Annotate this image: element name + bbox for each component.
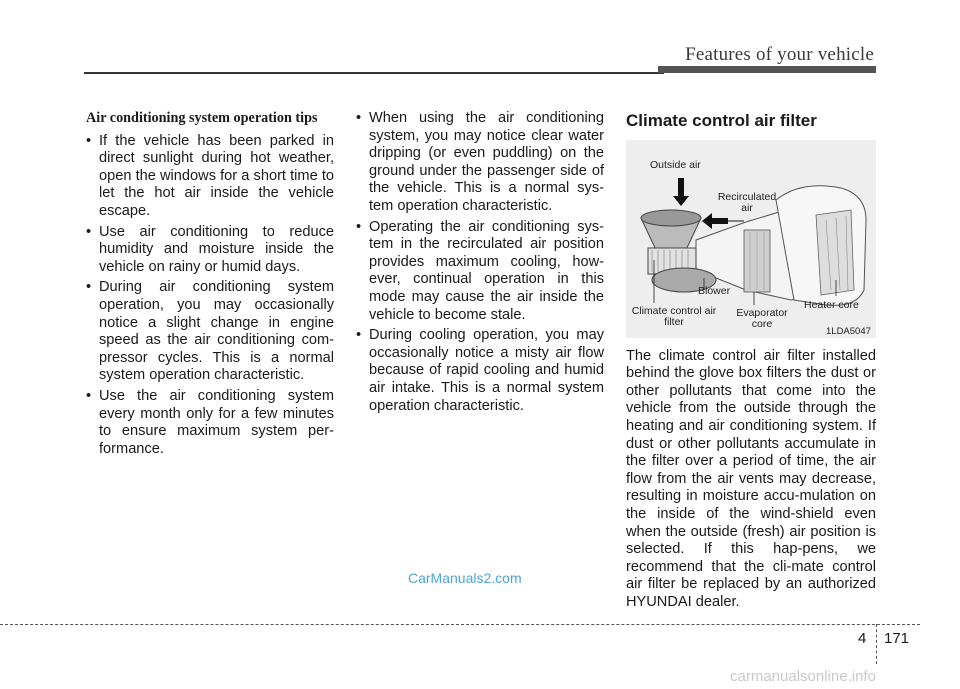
list-item: • Use air conditioning to reduce humidity and moisture inside the vehicle on rainy or humid days. — [86, 224, 334, 277]
footer-rule — [0, 624, 920, 625]
air-filter-diagram — [626, 140, 876, 338]
label-blower: Blower — [698, 284, 731, 297]
site-watermark: carmanualsonline.info — [730, 668, 876, 685]
label-heater-core: Heater core — [804, 298, 859, 311]
list-item: • During cooling operation, you may occasionally notice a misty air flow because of rapid cooling and humid air intake. This is a normal system operation characteristic. — [356, 327, 604, 415]
label-climate-filter: Climate control air filter — [631, 304, 717, 328]
footer-divider — [876, 624, 877, 664]
watermark-link[interactable]: CarManuals2.com — [408, 570, 522, 586]
section-title: Climate control air filter — [626, 111, 817, 130]
list-item: • During air conditioning system operation, you may occasionally notice a slight change in engine speed as the air conditioning com-pressor cycles. This is a normal system operation characteristic. — [86, 279, 334, 385]
figure-code: 1LDA5047 — [826, 325, 871, 337]
list-item: • When using the air conditioning system, you may notice clear water dripping (or even puddling) on the ground under the passenger side of the vehicle. This is a normal sys-tem operation characteristic. — [356, 110, 604, 216]
column-3 — [626, 112, 876, 612]
list-item: • Operating the air conditioning sys-tem in the recirculated air position provides maximum cooling, how-ever, continual operation in this mode may cause the air inside the vehicle to become stale. — [356, 219, 604, 325]
subhead-ac-tips: Air conditioning system operation tips — [86, 110, 318, 126]
label-recirculated-air: Recirculated air — [717, 190, 777, 214]
ac-tips-list — [86, 133, 334, 459]
filter-body-text: The climate control air filter installed behind the glove box filters the dust or other pollutants that come into the vehicle from the outside through the heating and air conditioning system. If dust or other pollutants accumulate in the filter over a period of time, the air flow from the air vents may decrease, resulting in moisture accu-mulation on the inside of the wind-shield even when the outside (fresh) air position is selected. If this hap-pens, we recommend that the cli-mate control air filter be replaced by an authorized HYUNDAI dealer. — [626, 347, 876, 610]
page-number: 171 — [884, 630, 910, 647]
ac-notes-list — [356, 110, 604, 415]
column-2 — [356, 110, 604, 418]
column-1 — [86, 110, 334, 461]
label-evaporator-core: Evaporator core — [736, 306, 788, 330]
header-rule-accent — [658, 66, 876, 73]
list-item: • If the vehicle has been parked in direct sunlight during hot weather, open the windows for a short time to let the hot air inside the vehicle escape. — [86, 133, 334, 221]
chapter-number: 4 — [858, 630, 867, 647]
label-outside-air: Outside air — [650, 158, 701, 171]
list-item: • Use the air conditioning system every month only for a few minutes to ensure maximum system per-formance. — [86, 388, 334, 458]
header-title: Features of your vehicle — [685, 44, 874, 65]
header-rule — [84, 72, 664, 74]
